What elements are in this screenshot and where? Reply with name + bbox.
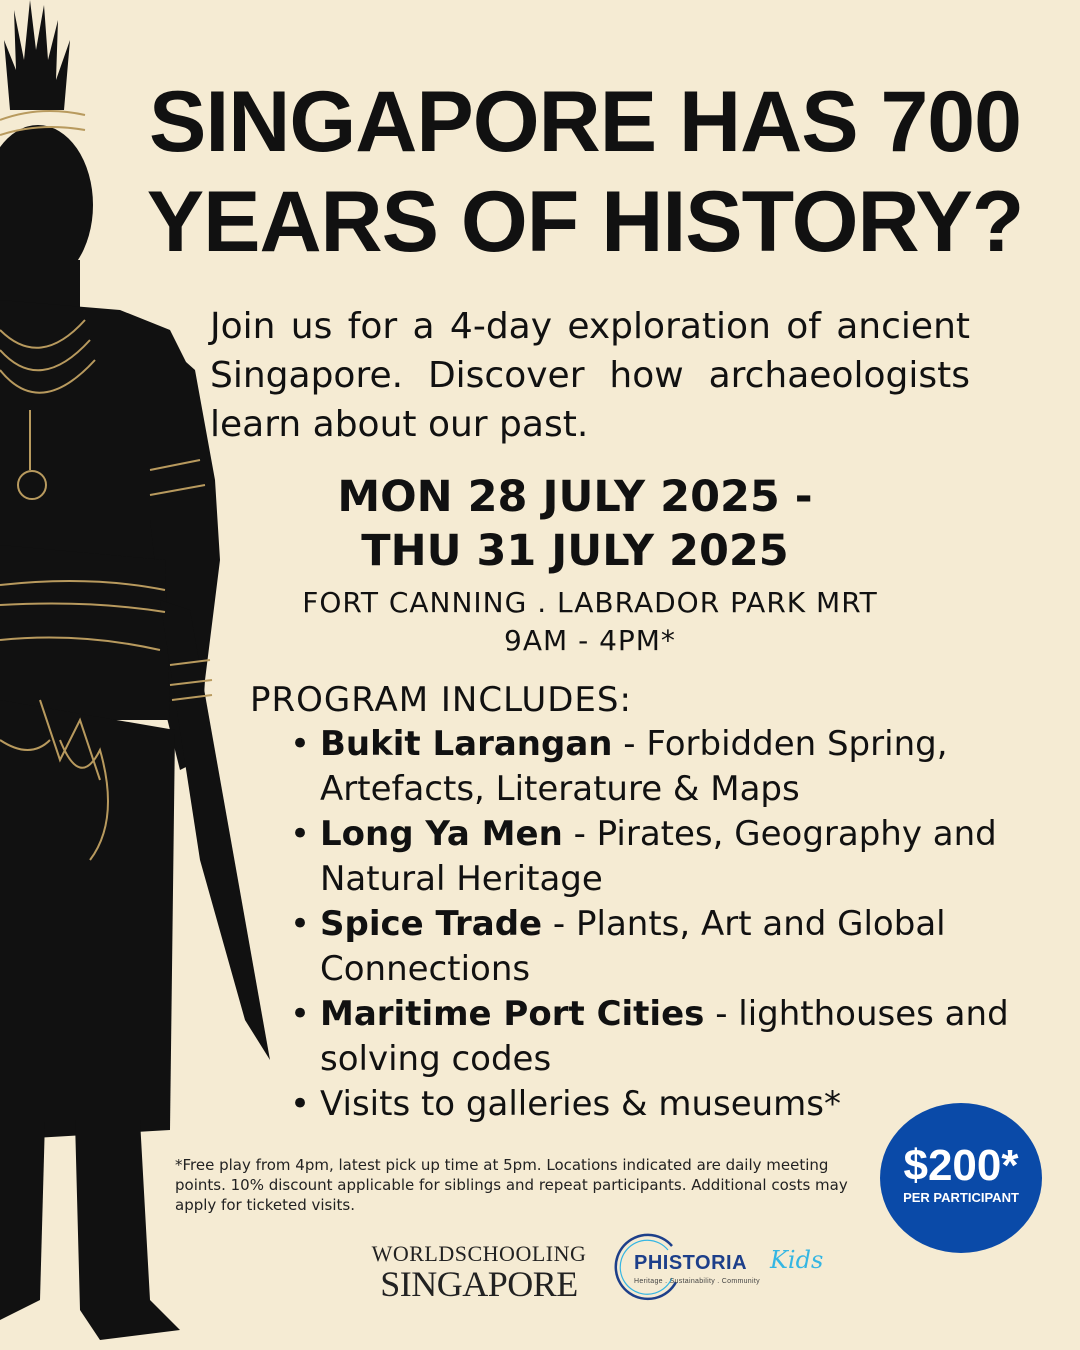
- program-item-text: - Forbidden Spring, Artefacts, Literature & Maps: [320, 724, 948, 809]
- program-item-text: Visits to galleries & museums*: [320, 1084, 842, 1124]
- program-item: [288, 812, 1028, 902]
- logo-line-1: WORLDSCHOOLING: [371, 1241, 587, 1266]
- bullet-icon: •: [290, 724, 311, 764]
- program-item: [288, 722, 1028, 812]
- program-item-text: - Plants, Art and Global Connections: [320, 904, 946, 989]
- event-location: [240, 584, 940, 660]
- start-date: MON 28 JULY 2025 -: [337, 472, 813, 522]
- program-list: [288, 722, 1028, 1127]
- program-item-title: Long Ya Men: [320, 814, 563, 854]
- headline: [90, 72, 1080, 272]
- program-item-text: - lighthouses and solving codes: [320, 994, 1009, 1079]
- program-item-title: Maritime Port Cities: [320, 994, 705, 1034]
- bullet-icon: •: [290, 1084, 311, 1124]
- footnote: *Free play from 4pm, latest pick up time at 5pm. Locations indicated are daily meeting points. 10% discount applicable for siblings and repeat participants. Additional costs may apply for ticketed visits.: [175, 1156, 848, 1214]
- bullet-icon: •: [290, 904, 311, 944]
- price-amount: $200*: [903, 1141, 1019, 1190]
- headline-line-1: SINGAPORE HAS 700: [149, 74, 1021, 170]
- program-item-text: - Pirates, Geography and Natural Heritage: [320, 814, 997, 899]
- price-badge: [880, 1103, 1042, 1253]
- phistoria-kids-logo: [612, 1230, 832, 1310]
- intro-text: Join us for a 4-day exploration of ancient Singapore. Discover how archaeologists learn about our past.: [210, 306, 970, 445]
- bullet-icon: •: [290, 994, 311, 1034]
- location-place: FORT CANNING . LABRADOR PARK MRT: [302, 586, 878, 619]
- price-unit: PER PARTICIPANT: [903, 1190, 1019, 1205]
- bullet-icon: •: [290, 814, 311, 854]
- headline-line-2: YEARS OF HISTORY?: [146, 174, 1024, 270]
- worldschooling-singapore-logo: [356, 1242, 602, 1302]
- program-title: PROGRAM INCLUDES:: [250, 680, 632, 720]
- program-item: [288, 902, 1028, 992]
- program-item-title: Spice Trade: [320, 904, 543, 944]
- program-item-title: Bukit Larangan: [320, 724, 613, 764]
- event-time: 9AM - 4PM*: [504, 624, 676, 657]
- end-date: THU 31 JULY 2025: [361, 526, 789, 576]
- program-item: [288, 992, 1028, 1082]
- logo-line-2: SINGAPORE: [380, 1264, 578, 1304]
- event-dates: [300, 470, 850, 578]
- phistoria-name: PHISTORIA: [634, 1252, 748, 1274]
- phistoria-tagline: Heritage . Sustainability . Community: [634, 1278, 760, 1285]
- phistoria-kids: Kids: [770, 1246, 824, 1274]
